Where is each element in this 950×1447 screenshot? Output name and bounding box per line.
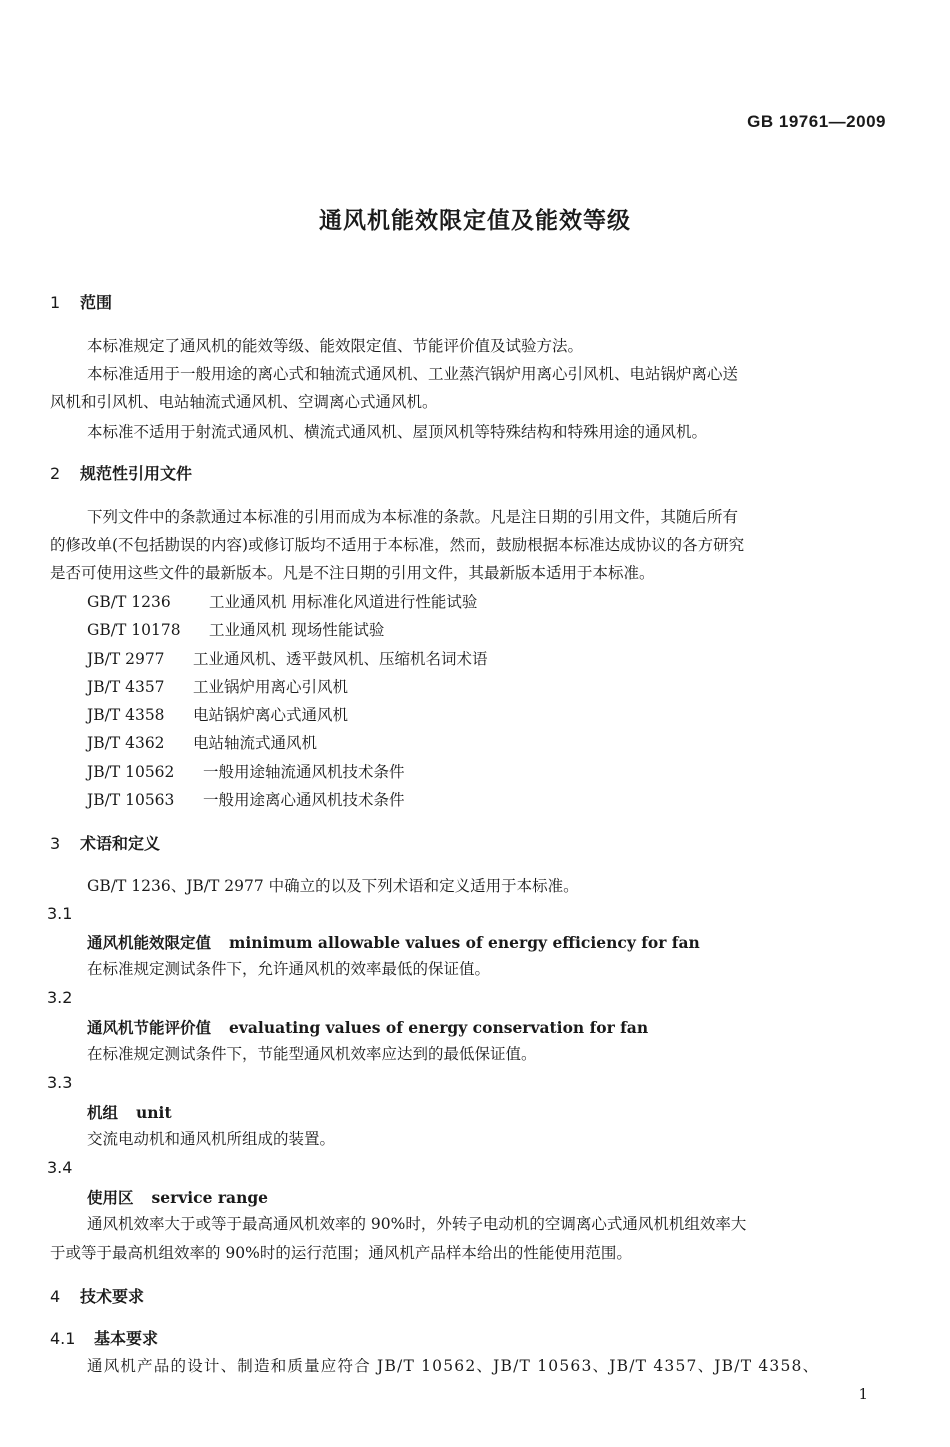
reference-item (87, 675, 348, 697)
reference-code: JB/T 10562 (87, 763, 175, 781)
reference-code: JB/T 10563 (87, 791, 175, 809)
reference-item (87, 647, 488, 669)
reference-title: 工业通风机 现场性能试验 (209, 621, 385, 639)
term-definition: 于或等于最高机组效率的 90%时的运行范围；通风机产品样本给出的性能使用范围。 (50, 1244, 632, 1262)
section-title: 技术要求 (80, 1287, 145, 1306)
section-title: 范围 (80, 293, 113, 312)
clause-number: 3.3 (47, 1073, 73, 1092)
paragraph: 风机和引风机、电站轴流式通风机、空调离心式通风机。 (50, 393, 438, 411)
paragraph: 本标准适用于一般用途的离心式和轴流式通风机、工业蒸汽锅炉用离心引风机、电站锅炉离心送 (87, 365, 739, 383)
term-definition: 通风机效率大于或等于最高通风机效率的 90%时，外转子电动机的空调离心式通风机机组效率大 (87, 1215, 747, 1233)
section-number: 3 (50, 834, 61, 853)
term-entry (87, 931, 700, 953)
section-number: 1 (50, 293, 61, 312)
reference-title: 工业通风机 用标准化风道进行性能试验 (209, 593, 478, 611)
section-3-heading (50, 831, 160, 854)
paragraph: GB/T 1236、JB/T 2977 中确立的以及下列术语和定义适用于本标准。 (87, 877, 579, 895)
reference-title: 电站轴流式通风机 (193, 734, 318, 752)
term-definition: 交流电动机和通风机所组成的装置。 (87, 1130, 336, 1148)
term-english: minimum allowable values of energy efficiency for fan (229, 933, 700, 952)
standard-code: GB 19761—2009 (747, 112, 886, 131)
reference-title: 电站锅炉离心式通风机 (193, 706, 349, 724)
reference-code: JB/T 2977 (87, 650, 165, 668)
reference-title: 一般用途轴流通风机技术条件 (203, 763, 405, 781)
section-number: 4 (50, 1287, 61, 1306)
section-1-heading (50, 290, 112, 313)
term-entry (87, 1186, 268, 1208)
term-chinese: 通风机节能评价值 (87, 1019, 212, 1037)
reference-code: GB/T 10178 (87, 621, 181, 639)
reference-title: 一般用途离心通风机技术条件 (203, 791, 405, 809)
term-definition: 在标准规定测试条件下，允许通风机的效率最低的保证值。 (87, 960, 491, 978)
section-title: 术语和定义 (80, 834, 161, 853)
reference-item (87, 731, 317, 753)
subsection-heading (50, 1326, 158, 1349)
term-chinese: 使用区 (87, 1189, 134, 1207)
term-english: evaluating values of energy conservation for fan (229, 1018, 649, 1037)
clause-number: 3.4 (47, 1158, 73, 1177)
reference-item (87, 703, 348, 725)
term-entry (87, 1016, 648, 1038)
document-title: 通风机能效限定值及能效等级 (319, 208, 631, 234)
term-english: unit (136, 1103, 172, 1122)
term-chinese: 通风机能效限定值 (87, 934, 212, 952)
reference-code: GB/T 1236 (87, 593, 171, 611)
clause-number: 3.2 (47, 988, 73, 1007)
reference-item (87, 590, 477, 612)
paragraph: 是否可使用这些文件的最新版本。凡是不注日期的引用文件，其最新版本适用于本标准。 (50, 564, 655, 582)
reference-code: JB/T 4362 (87, 734, 165, 752)
reference-item (87, 788, 405, 810)
term-english: service range (151, 1188, 269, 1207)
term-definition: 在标准规定测试条件下，节能型通风机效率应达到的最低保证值。 (87, 1045, 537, 1063)
reference-item (87, 618, 384, 640)
reference-title: 工业锅炉用离心引风机 (193, 678, 349, 696)
page-number: 1 (858, 1385, 868, 1403)
reference-code: JB/T 4357 (87, 678, 165, 696)
section-2-heading (50, 461, 192, 484)
reference-code: JB/T 4358 (87, 706, 165, 724)
term-chinese: 机组 (87, 1104, 119, 1122)
reference-title: 工业通风机、透平鼓风机、压缩机名词术语 (193, 650, 488, 668)
paragraph: 的修改单(不包括勘误的内容)或修订版均不适用于本标准，然而，鼓励根据本标准达成协议的各方研究 (50, 536, 745, 554)
clause-number: 3.1 (47, 904, 73, 923)
section-number: 2 (50, 464, 61, 483)
paragraph: 通风机产品的设计、制造和质量应符合 JB/T 10562、JB/T 10563、JB/T 4357、JB/T 4358、 (87, 1357, 820, 1375)
subsection-number: 4.1 (50, 1329, 76, 1348)
term-entry (87, 1101, 172, 1123)
reference-item (87, 760, 405, 782)
paragraph: 本标准不适用于射流式通风机、横流式通风机、屋顶风机等特殊结构和特殊用途的通风机。 (87, 423, 708, 441)
section-4-heading (50, 1284, 144, 1307)
paragraph: 本标准规定了通风机的能效等级、能效限定值、节能评价值及试验方法。 (87, 337, 584, 355)
section-title: 规范性引用文件 (80, 464, 193, 483)
paragraph: 下列文件中的条款通过本标准的引用而成为本标准的条款。凡是注日期的引用文件，其随后所有 (87, 508, 739, 526)
subsection-title: 基本要求 (94, 1329, 159, 1348)
